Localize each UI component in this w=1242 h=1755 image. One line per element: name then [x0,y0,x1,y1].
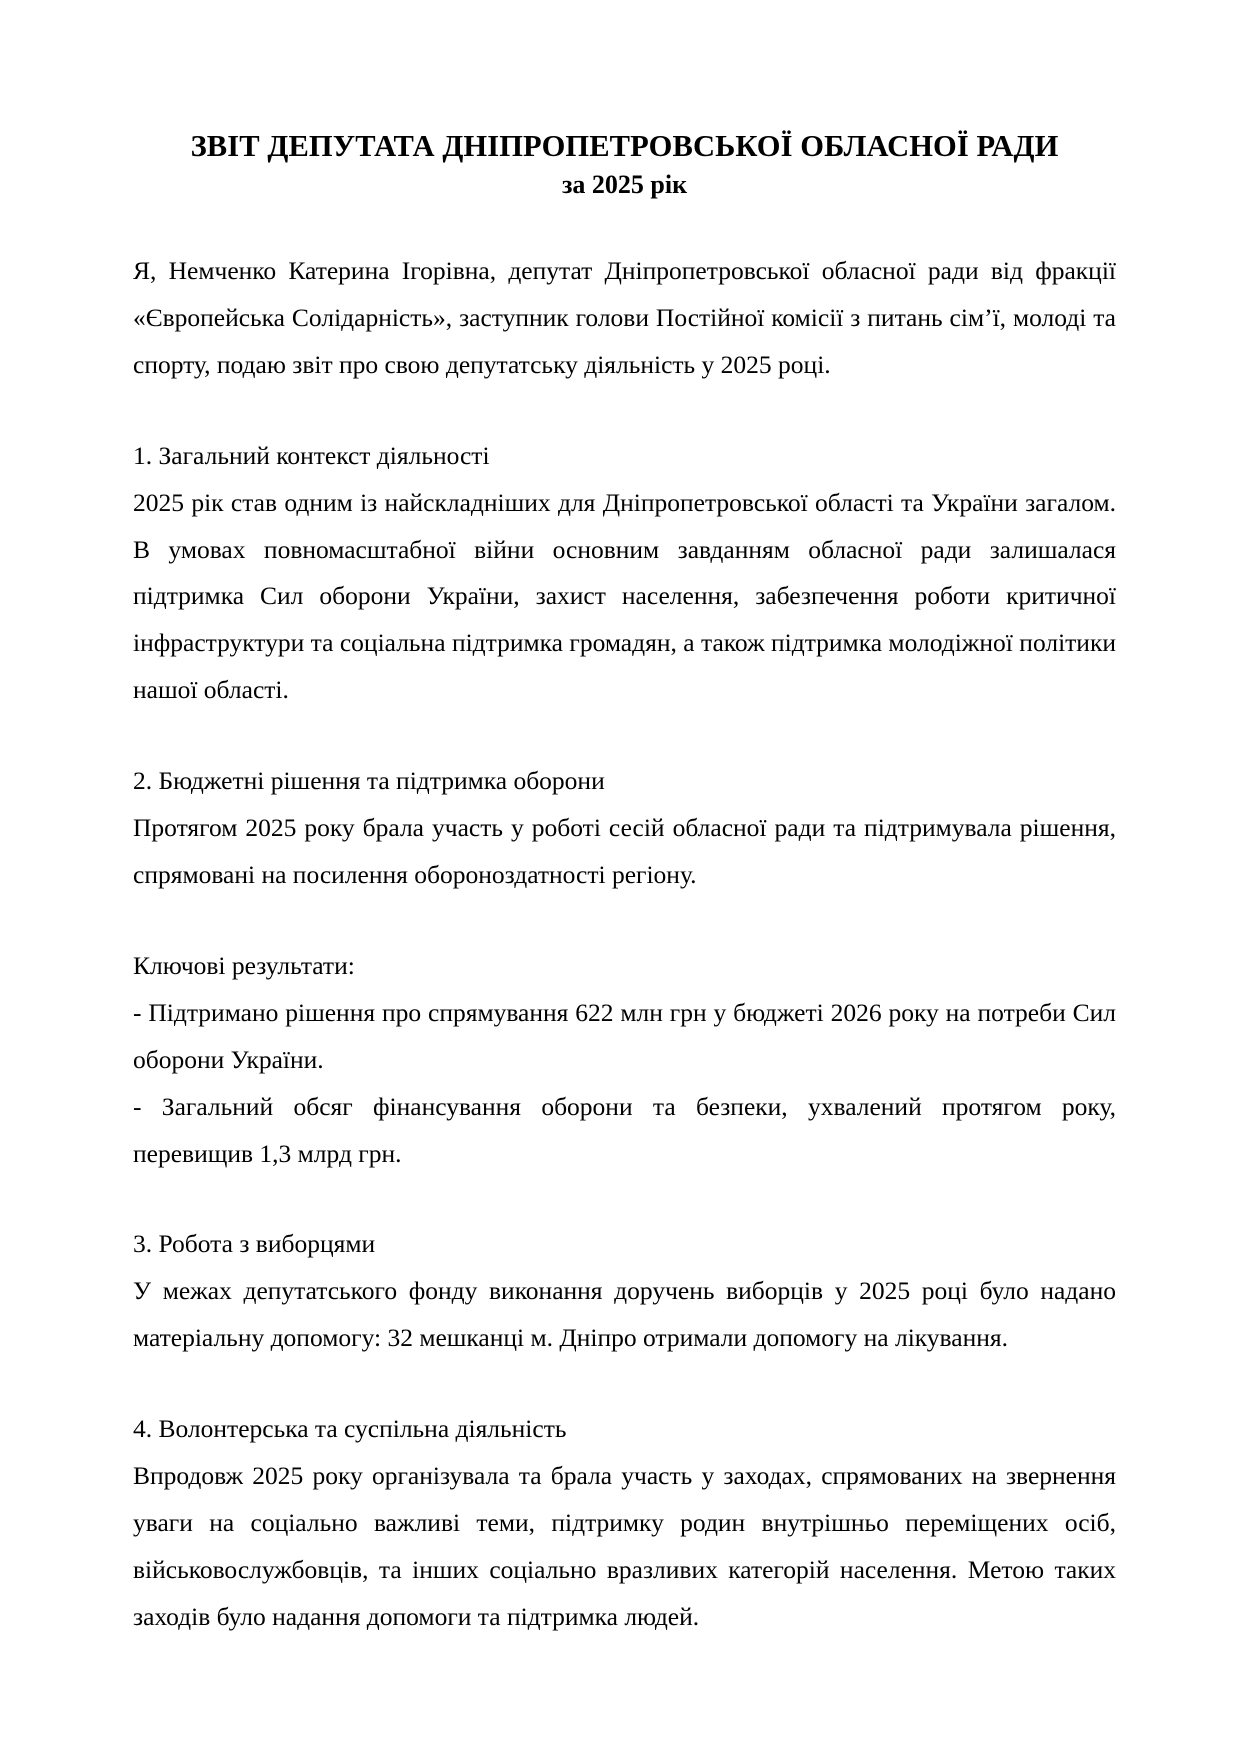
key-results-item-1: - Підтримано рішення про спрямування 622 млн грн у бюджеті 2026 року на потреби Сил оборони України. [133,997,1116,1074]
page-subtitle: за 2025 рік [561,170,688,200]
section-4-body: Впродовж 2025 року організувала та брала участь у заходах, спрямованих на звернення уваги на соціально важливі теми, підтримку родин внутрішньо переміщених осіб, військовослужбовців, та інших соціально вразливих категорій населення. Метою таких заходів було надання допомоги та підтримка людей. [133,1461,1116,1631]
section-3-heading: 3. Робота з виборцями [133,1229,376,1259]
section-4-heading: 4. Волонтерська та суспільна діяльність [133,1414,567,1444]
section-2-body: Протягом 2025 року брала участь у роботі сесій обласної ради та підтримувала рішення, спрямовані на посилення обороноздатності регіону. [133,813,1116,890]
section-3-body: У межах депутатського фонду виконання доручень виборців у 2025 році було надано матеріальну допомогу: 32 мешканці м. Дніпро отримали допомогу на лікування. [133,1276,1116,1353]
section-4 [133,1406,1116,1641]
document-body [133,248,1116,1641]
paragraph-spacer [133,714,1116,758]
paragraph-spacer [133,899,1116,943]
paragraph-spacer [133,1177,1116,1221]
paragraph-spacer [133,1362,1116,1406]
paragraph-spacer [133,389,1116,433]
key-results-item-2: - Загальний обсяг фінансування оборони та безпеки, ухвалений протягом року, перевищив 1,3 млрд грн. [133,1091,1116,1168]
section-3 [133,1221,1116,1362]
section-1-heading: 1. Загальний контекст діяльності [133,440,490,470]
section-1 [133,433,1116,714]
page-title: ЗВІТ ДЕПУТАТА ДНІПРОПЕТРОВСЬКОЇ ОБЛАСНОЇ РАДИ [190,129,1059,163]
intro-paragraph: Я, Немченко Катерина Ігорівна, депутат Дніпропетровської обласної ради від фракції «Європейська Солідарність», заступник голови Постійної комісії з питань сім’ї, молоді та спорту, подаю звіт про свою депутатську діяльність у 2025 році. [133,256,1116,379]
section-2 [133,758,1116,899]
section-1-body: 2025 рік став одним із найскладніших для Дніпропетровської області та України загалом. В умовах повномасштабної війни основним завданням обласної ради залишалася підтримка Сил оборони України, захист населення, забезпечення роботи критичної інфраструктури та соціальна підтримка громадян, а також підтримка молодіжної політики нашої області. [133,487,1116,705]
key-results-block [133,943,1116,1178]
key-results-heading: Ключові результати: [133,950,355,980]
section-2-heading: 2. Бюджетні рішення та підтримка оборони [133,766,605,796]
